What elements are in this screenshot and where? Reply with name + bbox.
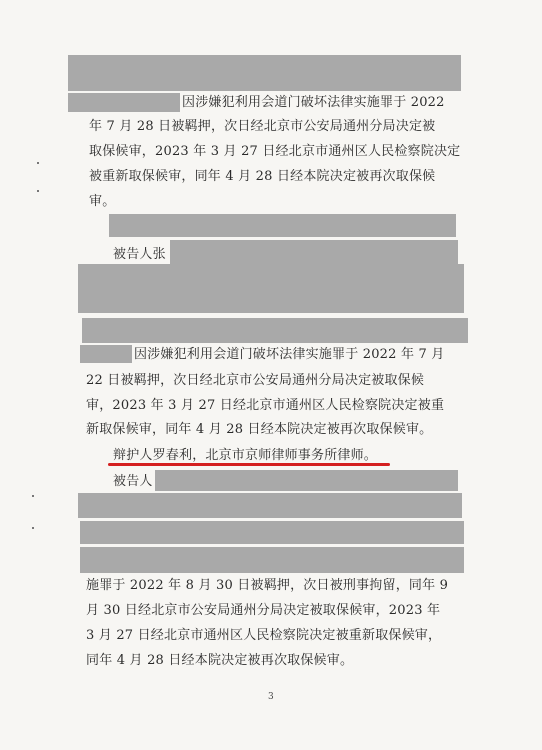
paragraph2-line: 因涉嫌犯利用会道门破坏法律实施罪于 2022 年 7 月 xyxy=(134,347,445,362)
paragraph2-line: 审，2023 年 3 月 27 日经北京市通州区人民检察院决定被重 xyxy=(86,398,445,413)
paragraph3-line: 月 30 日经北京市公安局通州分局决定被取保候审，2023 年 xyxy=(86,603,441,618)
paragraph3-line: 3 月 27 日经北京市通州区人民检察院决定被重新取保候审， xyxy=(86,628,442,643)
margin-mark xyxy=(32,495,34,497)
redaction-block xyxy=(68,55,461,91)
redaction-block xyxy=(80,345,132,363)
redaction-block xyxy=(155,470,458,491)
margin-mark xyxy=(37,162,39,164)
paragraph2-line: 22 日被羁押，次日经北京市公安局通州分局决定被取保候 xyxy=(86,373,425,388)
paragraph3-line: 施罪于 2022 年 8 月 30 日被羁押，次日被刑事拘留，同年 9 xyxy=(86,578,449,593)
redaction-block xyxy=(109,214,456,237)
redaction-block xyxy=(68,93,180,112)
redaction-block xyxy=(82,318,468,343)
margin-mark xyxy=(37,190,39,192)
paragraph1-line: 审。 xyxy=(89,194,116,209)
redaction-block xyxy=(78,264,464,291)
defendant-label: 被告人张 xyxy=(113,247,166,262)
paragraph1-line: 取保候审，2023 年 3 月 27 日经北京市通州区人民检察院决定 xyxy=(89,144,461,159)
red-underline xyxy=(108,463,390,466)
paragraph1-line: 因涉嫌犯利用会道门破坏法律实施罪于 2022 xyxy=(182,95,445,110)
paragraph2-line: 新取保候审，同年 4 月 28 日经本院决定被再次取保候审。 xyxy=(86,422,433,437)
defendant-label: 被告人 xyxy=(113,474,153,489)
defender-line: 辩护人罗春利，北京市京师律师事务所律师。 xyxy=(113,448,378,463)
redaction-block xyxy=(80,547,464,573)
redaction-block xyxy=(78,493,462,518)
margin-mark xyxy=(32,527,34,529)
paragraph3-line: 同年 4 月 28 日经本院决定被再次取保候审。 xyxy=(86,653,354,668)
paragraph1-line: 年 7 月 28 日被羁押，次日经北京市公安局通州分局决定被 xyxy=(89,119,436,134)
redaction-block xyxy=(78,290,464,313)
paragraph1-line: 被重新取保候审，同年 4 月 28 日经本院决定被再次取保候 xyxy=(89,169,436,184)
page-number: 3 xyxy=(268,692,274,702)
redaction-block xyxy=(80,521,464,544)
redaction-block xyxy=(170,240,458,265)
